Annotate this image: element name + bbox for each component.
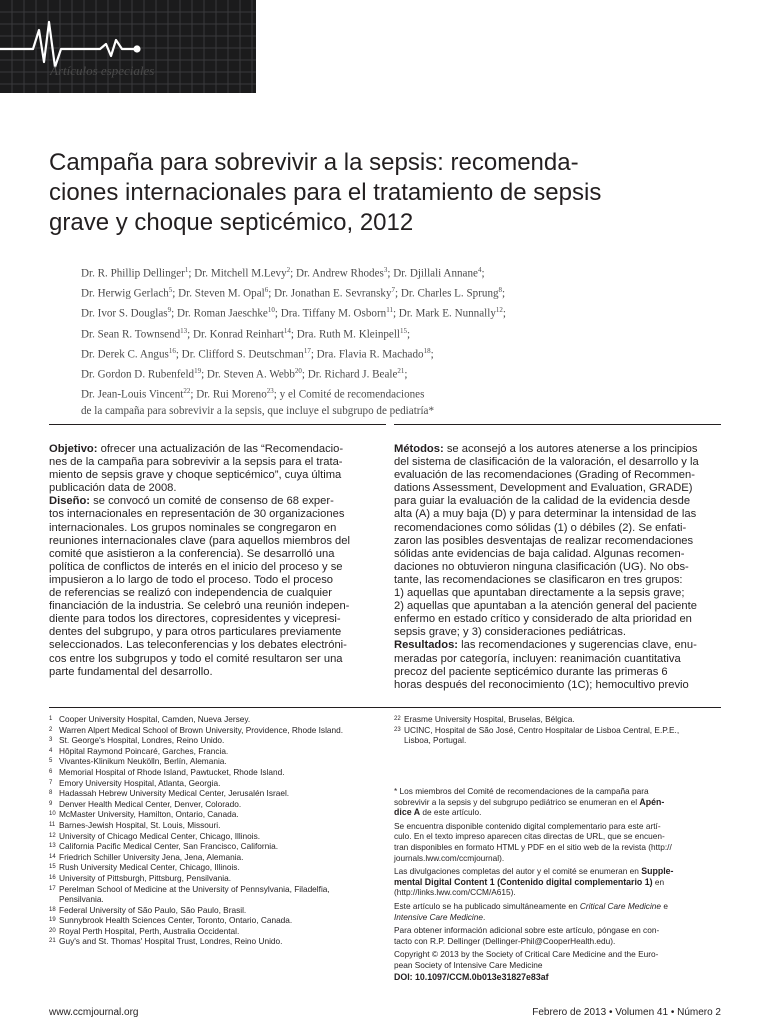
footnote-divider — [49, 707, 721, 708]
affiliation-marker: 2 — [286, 266, 291, 274]
abstract-text: seleccionados. Las teleconferencias y los debates electróni- — [49, 639, 347, 652]
note-text: Apén- — [639, 796, 665, 807]
author-name: ; Dr. Mitchell M.Levy — [188, 267, 287, 280]
abstract-text: se aconsejó a los autores atenerse a los principios — [443, 443, 698, 455]
affiliations-right — [394, 714, 724, 746]
note-text: Supple- — [641, 866, 674, 877]
abstract-line — [394, 666, 724, 679]
abstract-line — [49, 574, 384, 587]
affiliation-text: Barnes-Jewish Hospital, St. Louis, Missouri. — [59, 819, 221, 830]
affiliation-number: 2 — [49, 726, 53, 733]
title-line: ciones internacionales para el tratamiento de sepsis — [49, 179, 602, 206]
note-line — [394, 797, 724, 808]
disclosure-note — [394, 866, 724, 898]
abstract-line — [49, 482, 384, 495]
affiliation-number: 22 — [394, 716, 401, 722]
affiliation-text: Erasme University Hospital, Bruselas, Bélgica. — [404, 714, 575, 724]
abstract-text: nes de la campaña para sobrevivir a la sepsis para el trata- — [49, 456, 343, 469]
affiliation-number: 12 — [49, 832, 56, 839]
note-text: Copyright © 2013 by the Society of Critical Care Medicine and the Euro- — [394, 949, 659, 960]
author-name: ; y el Comité de recomendaciones — [273, 388, 425, 401]
abstract-line — [49, 456, 384, 469]
author-name: ; Dr. Konrad Reinhart — [187, 328, 284, 341]
affiliation-marker: 4 — [477, 266, 482, 274]
note-text: . — [483, 911, 486, 922]
title-line: Campaña para sobrevivir a la sepsis: recomenda- — [49, 149, 579, 176]
affiliation-marker: 8 — [498, 286, 503, 295]
note-text: de este artículo. — [420, 807, 482, 818]
note-line — [394, 866, 724, 877]
affiliation-item — [49, 820, 379, 831]
abstract-line — [394, 600, 724, 613]
abstract-line — [394, 653, 724, 666]
affiliation-number: 14 — [49, 853, 56, 860]
abstract-text: sólidas ante evidencias de baja calidad. Algunas recomen- — [394, 547, 685, 560]
abstract-line — [49, 626, 384, 639]
title-line: grave y choque septicémico, 2012 — [49, 209, 414, 236]
abstract-text: para guiar la evaluación de la calidad de la evidencia desde — [394, 495, 691, 508]
note-line — [394, 925, 724, 936]
header-band — [0, 0, 256, 93]
author-name: ; — [502, 287, 506, 300]
affiliation-marker: 22 — [183, 387, 191, 396]
abstract-text: impusieron a lo largo de todo el proceso. Todo el proceso — [49, 573, 334, 586]
abstract-text: financiación de la industria. Se celebró una reunión indepen- — [49, 600, 350, 613]
affiliation-number: 13 — [49, 843, 56, 850]
author-name: ; Dra. Flavia R. Machado — [310, 348, 424, 361]
affiliation-text: Rush University Medical Center, Chicago, Illinois. — [59, 862, 240, 873]
issue-info: Febrero de 2013 • Volumen 41 • Número 2 — [532, 1007, 721, 1018]
affiliation-item — [49, 831, 379, 842]
abstract-text: dentes del subgrupo, y para otros particulares previamente — [49, 626, 342, 639]
abstract-text: reuniones internacionales clave (para aquellos miembros del — [49, 534, 350, 547]
abstract-line — [394, 522, 724, 535]
affiliation-item — [49, 936, 379, 947]
affiliation-item — [49, 799, 379, 810]
affiliation-text: Vivantes-Klinikum Neukölln, Berlín, Alemania. — [59, 756, 227, 767]
abstract-line — [394, 456, 724, 469]
abstract-text: del sistema de clasificación de la valoración, el desarrollo y la — [394, 456, 699, 469]
abstract-text: diente para todos los directores, copresidentes y vicepresi- — [49, 613, 341, 626]
affiliation-number: 17 — [49, 885, 56, 892]
author-list — [81, 262, 741, 420]
note-text: sobrevivir a la sepsis y del subgrupo pediátrico se enumeran en el — [394, 796, 640, 807]
note-line — [394, 853, 724, 864]
note-text: Las divulgaciones completas del autor y el comité se enumeran en — [394, 866, 642, 877]
author-name: ; Dr. Roman Jaeschke — [171, 308, 268, 321]
abstract-rule-right — [394, 424, 721, 425]
affiliation-number: 18 — [49, 906, 56, 913]
author-name: Dr. Jean-Louis Vincent — [81, 388, 184, 401]
affiliation-item — [49, 873, 379, 884]
affiliation-marker: 3 — [383, 266, 388, 274]
abstract-keyword: Objetivo: — [49, 443, 98, 455]
affiliation-item — [394, 725, 724, 736]
affiliation-marker: 19 — [194, 366, 202, 375]
abstract-line — [394, 443, 724, 456]
affiliation-text: Memorial Hospital of Rhode Island, Pawtucket, Rhode Island. — [59, 766, 285, 777]
affiliation-item — [49, 778, 379, 789]
affiliation-item — [49, 905, 379, 916]
abstract-text: dations Assessment, Development and Evaluation, GRADE) — [394, 482, 693, 495]
author-line — [81, 282, 741, 302]
abstract-keyword: Resultados: — [394, 639, 459, 652]
author-name: Dr. Ivor S. Douglas — [81, 308, 168, 321]
abstract-text: alta (A) a muy baja (D) y para determinar la intensidad de las — [394, 508, 697, 521]
note-text: Intensive Care Medicine — [394, 911, 484, 922]
abstract-text: daciones no obtuvieron ninguna clasificación (UG). No obs- — [394, 560, 689, 573]
note-text: tacto con R.P. Dellinger (Dellinger-Phil@CooperHealth.edu). — [394, 935, 616, 946]
author-name: ; — [502, 308, 506, 321]
abstract-line — [394, 482, 724, 495]
note-text: Los miembros del Comité de recomendaciones de la campaña para — [399, 786, 649, 796]
affiliation-number: 11 — [49, 821, 56, 828]
author-name: Dr. Gordon D. Rubenfeld — [81, 368, 195, 381]
abstract-line — [394, 574, 724, 587]
abstract-text: publicación data de 2008. — [49, 482, 177, 495]
committee-note — [394, 786, 724, 818]
abstract-text: 2) aquellas que apuntaban a la atención general del paciente — [394, 600, 697, 613]
author-line — [81, 323, 741, 343]
affiliation-text: University of Chicago Medical Center, Chicago, Illinois. — [59, 830, 261, 841]
affiliation-text: Hôpital Raymond Poincaré, Garches, Francia. — [59, 745, 229, 756]
affiliation-text: Royal Perth Hospital, Perth, Australia Occidental. — [59, 925, 240, 936]
note-line — [394, 936, 724, 947]
affiliation-item — [49, 756, 379, 767]
author-line — [81, 383, 741, 403]
abstract-text: horas después del reconocimiento (1C); hemocultivo previo — [394, 678, 689, 691]
author-name: ; — [407, 328, 411, 341]
abstract-line — [394, 561, 724, 574]
affiliation-marker: 1 — [184, 266, 189, 274]
abstract-keyword: Diseño: — [49, 495, 91, 508]
abstract-line — [49, 613, 384, 626]
note-text: Para obtener información adicional sobre este artículo, póngase en con- — [394, 925, 660, 936]
affiliation-text: University of Pittsburgh, Pittsburg, Pensilvania. — [59, 872, 232, 883]
abstract-line — [49, 600, 384, 613]
affiliation-text: St. George's Hospital, Londres, Reino Unido. — [59, 735, 225, 746]
abstract-text: enfermo en estado crítico y considerado de alta prioridad en — [394, 613, 692, 626]
note-text: * — [394, 786, 400, 796]
author-name: ; Dr. Rui Moreno — [190, 388, 267, 401]
note-text: e — [661, 900, 668, 911]
affiliation-number: 21 — [49, 938, 56, 945]
affiliation-marker: 14 — [283, 326, 291, 335]
affiliation-marker: 13 — [180, 326, 188, 335]
affiliation-number: 6 — [49, 768, 53, 775]
abstract-line — [394, 469, 724, 482]
supplement-note — [394, 821, 724, 863]
abstract-text: miento de sepsis grave y choque septicémico”, cuya última — [49, 469, 342, 482]
author-line — [81, 302, 741, 322]
affiliation-text: Friedrich Schiller University Jena, Jena, Alemania. — [59, 851, 244, 862]
affiliation-text: Cooper University Hospital, Camden, Nueva Jersey. — [59, 714, 251, 724]
abstract-text: 1) aquellas que apuntaban directamente a la sepsis grave; — [394, 587, 685, 600]
author-name: ; Dr. Clifford S. Deutschman — [175, 348, 304, 361]
affiliation-text: McMaster University, Hamilton, Ontario, Canada. — [59, 809, 239, 820]
affiliation-number: 9 — [49, 800, 53, 807]
abstract-line — [394, 508, 724, 521]
abstract-line — [394, 548, 724, 561]
abstract-text: tos internacionales en representación de 30 organizaciones — [49, 508, 345, 521]
note-text: dice A — [394, 807, 421, 818]
abstract-line — [49, 548, 384, 561]
author-name: ; Dr. Jonathan E. Sevransky — [268, 287, 392, 300]
author-name: ; Dr. Djillali Annane — [387, 267, 478, 280]
author-name: ; Dr. Richard J. Beale — [301, 368, 398, 381]
affiliation-item — [49, 852, 379, 863]
abstract-line — [49, 443, 384, 456]
author-name: ; Dra. Ruth M. Kleinpell — [290, 328, 400, 341]
note-line — [394, 831, 724, 842]
affiliation-item — [49, 714, 379, 725]
author-line — [81, 363, 741, 383]
journal-website-link[interactable]: www.ccmjournal.org — [49, 1007, 139, 1018]
affiliation-number: 4 — [49, 747, 53, 754]
abstract-line — [49, 639, 384, 652]
note-text: journals.lww.com/ccmjournal). — [394, 852, 505, 863]
author-name: ; Dr. Steven A. Webb — [201, 368, 295, 381]
affiliation-text: Lisboa, Portugal. — [404, 735, 467, 746]
abstract-line — [49, 666, 384, 679]
abstract-text: parte fundamental del desarrollo. — [49, 665, 213, 678]
affiliation-text: Federal University of São Paulo, São Paulo, Brasil. — [59, 904, 247, 915]
article-notes — [394, 786, 724, 982]
author-name: Dr. Herwig Gerlach — [81, 287, 169, 300]
affiliation-marker: 7 — [391, 286, 395, 295]
author-name: Dr. Sean R. Townsend — [81, 328, 181, 341]
abstract-line — [49, 495, 384, 508]
article-title — [49, 148, 739, 238]
note-line — [394, 901, 724, 912]
abstract-line — [49, 522, 384, 535]
affiliation-text: Denver Health Medical Center, Denver, Colorado. — [59, 798, 242, 809]
affiliation-number: 3 — [49, 737, 53, 744]
note-line — [394, 949, 724, 960]
published-note — [394, 901, 724, 922]
abstract-text: sepsis grave; y 3) consideraciones pediátricas. — [394, 626, 626, 639]
note-text: Este artículo se ha publicado simultáneamente en — [394, 900, 580, 911]
affiliation-number: 20 — [49, 927, 56, 934]
affiliation-marker: 16 — [168, 346, 176, 355]
affiliation-text: Guy's and St. Thomas' Hospital Trust, Londres, Reino Unido. — [59, 936, 283, 947]
author-line — [81, 343, 741, 363]
affiliation-text: Perelman School of Medicine at the University of Pennsylvania, Filadelfia, — [59, 883, 330, 894]
affiliation-text: Emory University Hospital, Atlanta, Georgia. — [59, 777, 221, 788]
author-name: ; — [404, 368, 408, 381]
abstract-line — [394, 626, 724, 639]
abstract-text: cos entre los subgrupos y todo el comité resultaron ser una — [49, 652, 343, 665]
affiliation-marker: 23 — [266, 387, 274, 396]
section-label: Artículos especiales — [50, 63, 155, 78]
affiliation-item — [394, 714, 724, 725]
affiliation-text: UCINC, Hospital de São José, Centro Hospitalar de Lisboa Central, E.P.E., — [404, 724, 680, 735]
affiliation-item — [49, 725, 379, 736]
affiliation-marker: 17 — [303, 346, 311, 355]
affiliation-number: 19 — [49, 917, 56, 924]
abstract-line — [394, 613, 724, 626]
note-line — [394, 821, 724, 832]
abstract-text: zaron las posibles desventajas de realizar recomendaciones — [394, 534, 694, 547]
affiliation-number: 1 — [49, 716, 53, 722]
note-text: en — [652, 876, 665, 887]
note-line — [394, 807, 724, 818]
note-line — [394, 887, 724, 898]
affiliation-item — [49, 746, 379, 757]
affiliation-marker: 9 — [167, 306, 172, 315]
affiliation-text: Sunnybrook Health Sciences Center, Toronto, Ontario, Canada. — [59, 915, 293, 926]
affiliation-item — [49, 809, 379, 820]
author-name: ; Dr. Andrew Rhodes — [290, 267, 384, 280]
author-name: ; Dra. Tiffany M. Osborn — [274, 308, 387, 321]
affiliation-item — [49, 894, 379, 905]
affiliation-marker: 15 — [400, 326, 407, 335]
abstract-right-column — [394, 443, 724, 692]
author-name: Dr. R. Phillip Dellinger — [81, 267, 185, 280]
affiliation-item — [49, 735, 379, 746]
affiliation-item — [49, 884, 379, 895]
affiliation-marker: 20 — [294, 366, 302, 375]
affiliation-item — [394, 735, 724, 746]
note-text: Critical Care Medicine — [579, 900, 662, 911]
affiliation-marker: 18 — [423, 346, 431, 355]
author-name: de la campaña para sobrevivir a la sepsis, que incluye el subgrupo de pediatría* — [81, 405, 435, 418]
author-name: ; Dr. Charles L. Sprung — [395, 287, 499, 300]
author-name: ; — [430, 348, 434, 361]
abstract-line — [394, 679, 724, 692]
abstract-text: las recomendaciones y sugerencias clave, enu- — [458, 639, 697, 652]
note-line — [394, 877, 724, 888]
affiliation-number: 15 — [49, 864, 56, 871]
abstract-line — [49, 508, 384, 521]
note-text: culo. En el texto impreso aparecen citas directas de URL, que se encuen- — [394, 831, 665, 842]
affiliation-number: 5 — [49, 758, 53, 765]
affiliation-item — [49, 862, 379, 873]
heartbeat-graphic — [0, 0, 256, 93]
affiliation-text: Pensilvania. — [59, 894, 104, 905]
affiliation-item — [49, 841, 379, 852]
note-text: (http://links.lww.com/CCM/A615). — [394, 887, 516, 898]
author-name: Dr. Derek C. Angus — [81, 348, 169, 361]
affiliation-marker: 21 — [397, 366, 405, 375]
affiliation-number: 10 — [49, 811, 56, 818]
affiliation-marker: 6 — [264, 286, 269, 295]
affiliation-marker: 10 — [267, 306, 275, 315]
abstract-line — [49, 653, 384, 666]
affiliation-item — [49, 767, 379, 778]
note-text: tran disponibles en formato HTML y PDF en el sitio web de la revista (http:// — [394, 841, 672, 852]
note-text: mental Digital Content 1 (Contenido digital complementario 1) — [394, 876, 653, 887]
abstract-line — [394, 587, 724, 600]
abstract-text: comité que asistieron a la conferencia). Se desarrolló una — [49, 547, 335, 560]
note-line — [394, 960, 724, 971]
abstract-line — [394, 535, 724, 548]
author-line — [81, 403, 741, 420]
note-line — [394, 786, 724, 797]
author-line — [81, 262, 741, 282]
abstract-keyword: Métodos: — [394, 443, 444, 455]
contact-note — [394, 925, 724, 946]
affiliation-item — [49, 788, 379, 799]
abstract-text: meradas por categoría, incluyen: reanimación cuantitativa — [394, 652, 681, 665]
affiliation-marker: 12 — [495, 306, 503, 315]
abstract-line — [49, 587, 384, 600]
abstract-text: precoz del paciente septicémico durante las primeras 6 — [394, 665, 668, 678]
copyright-note — [394, 949, 724, 970]
affiliation-text: California Pacific Medical Center, San Francisco, California. — [59, 841, 279, 852]
abstract-rule-left — [49, 424, 386, 425]
note-line — [394, 842, 724, 853]
affiliation-text: Hadassah Hebrew University Medical Center, Jerusalén Israel. — [59, 788, 290, 799]
note-text: Se encuentra disponible contenido digital complementario para este artí- — [394, 820, 661, 831]
affiliation-number: 23 — [394, 726, 401, 733]
abstract-text: evaluación de las recomendaciones (Grading of Recommen- — [394, 469, 695, 482]
affiliation-number: 7 — [49, 779, 53, 786]
author-name: ; Dr. Steven M. Opal — [172, 287, 265, 300]
note-text: pean Society of Intensive Care Medicine — [394, 959, 543, 970]
abstract-text: política de conflictos de interés en el inicio del proceso y se — [49, 560, 343, 573]
abstract-text: de referencias se realizó con independencia de cualquier — [49, 587, 332, 600]
affiliation-text: Warren Alpert Medical School of Brown University, Providence, Rhode Island. — [59, 724, 344, 735]
doi-link[interactable]: DOI: 10.1097/CCM.0b013e31827e83af — [394, 971, 549, 982]
abstract-left-column — [49, 443, 384, 679]
abstract-line — [49, 469, 384, 482]
abstract-text: internacionales. Los grupos nominales se congregaron en — [49, 521, 337, 534]
affiliation-marker: 5 — [168, 286, 173, 295]
affiliation-number: 16 — [49, 874, 56, 881]
abstract-text: se convocó un comité de consenso de 68 exper- — [90, 495, 334, 508]
affiliation-number: 8 — [49, 790, 53, 797]
abstract-line — [49, 561, 384, 574]
abstract-line — [394, 639, 724, 652]
affiliation-item — [49, 915, 379, 926]
note-line — [394, 912, 724, 923]
affiliation-item — [49, 926, 379, 937]
abstract-text: ofrecer una actualización de las “Recomendacio- — [97, 443, 344, 455]
abstract-line — [394, 495, 724, 508]
abstract-line — [49, 535, 384, 548]
author-name: ; — [481, 267, 485, 280]
affiliation-marker: 11 — [386, 306, 393, 315]
affiliations-left — [49, 714, 379, 947]
abstract-text: recomendaciones como sólidas (1) o débiles (2). Se enfati- — [394, 521, 687, 534]
author-name: ; Dr. Mark E. Nunnally — [392, 308, 496, 321]
abstract-text: tante, las recomendaciones se clasificaron en tres grupos: — [394, 573, 683, 586]
